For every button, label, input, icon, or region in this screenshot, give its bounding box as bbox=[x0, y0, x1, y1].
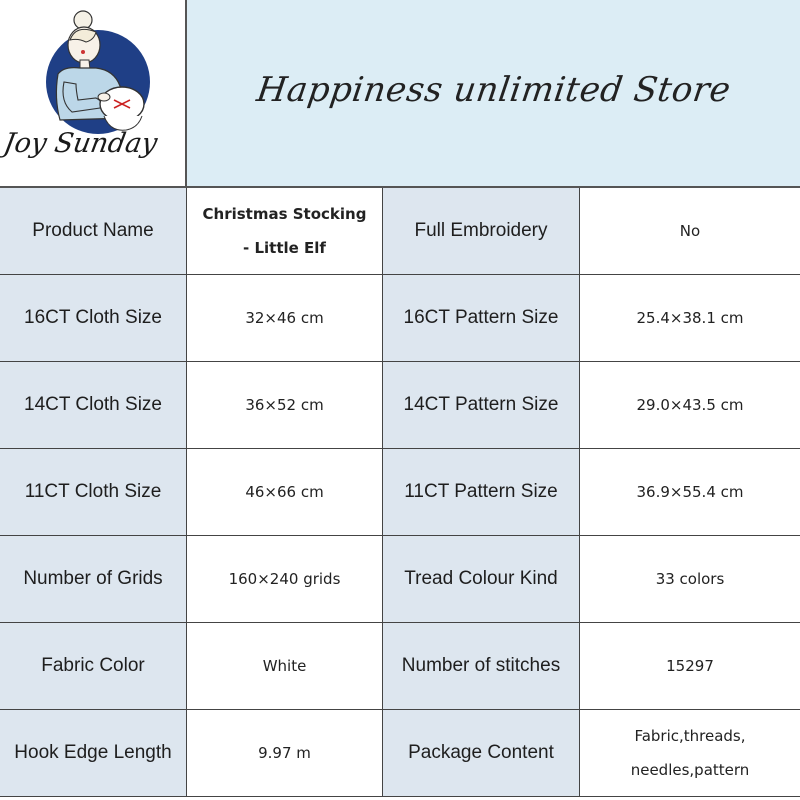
label-cell bbox=[0, 362, 187, 449]
spec-table bbox=[0, 188, 800, 800]
label-cell bbox=[383, 449, 580, 536]
table-row bbox=[0, 188, 800, 275]
label-cell bbox=[383, 623, 580, 710]
spec-value: 29.0×43.5 cm bbox=[636, 396, 744, 414]
spec-label: 14CT Pattern Size bbox=[403, 394, 559, 415]
spec-label: Package Content bbox=[408, 742, 554, 763]
label-cell bbox=[0, 710, 187, 797]
spec-value: 9.97 m bbox=[258, 744, 311, 762]
label-cell bbox=[383, 710, 580, 797]
label-cell bbox=[383, 536, 580, 623]
label-cell bbox=[0, 275, 187, 362]
spec-value: 32×46 cm bbox=[245, 309, 324, 327]
value-cell bbox=[580, 362, 800, 449]
spec-label: Number of Grids bbox=[23, 568, 163, 589]
label-cell bbox=[0, 536, 187, 623]
store-banner bbox=[187, 0, 800, 188]
table-row bbox=[0, 362, 800, 449]
spec-label: 14CT Cloth Size bbox=[24, 394, 162, 415]
spec-label: Tread Colour Kind bbox=[404, 568, 558, 589]
spec-label: Number of stitches bbox=[401, 655, 561, 676]
spec-label: 11CT Pattern Size bbox=[404, 481, 558, 502]
spec-value: Fabric,threads, needles,pattern bbox=[630, 727, 750, 779]
spec-value: 160×240 grids bbox=[228, 570, 341, 588]
value-cell bbox=[187, 188, 383, 275]
spec-value: 46×66 cm bbox=[245, 483, 324, 501]
spec-value: 36×52 cm bbox=[245, 396, 324, 414]
spec-label: Fabric Color bbox=[41, 655, 145, 676]
value-cell bbox=[187, 275, 383, 362]
label-cell bbox=[383, 275, 580, 362]
spec-label: Hook Edge Length bbox=[14, 742, 172, 763]
value-cell bbox=[580, 188, 800, 275]
spec-value: 25.4×38.1 cm bbox=[636, 309, 744, 327]
spec-label: 16CT Pattern Size bbox=[403, 307, 559, 328]
value-cell bbox=[187, 623, 383, 710]
label-cell bbox=[383, 188, 580, 275]
label-cell bbox=[0, 449, 187, 536]
value-cell bbox=[187, 536, 383, 623]
value-cell bbox=[580, 275, 800, 362]
spec-value: 36.9×55.4 cm bbox=[636, 483, 744, 501]
embroidering-woman-illustration bbox=[0, 0, 187, 188]
spec-value: White bbox=[262, 657, 307, 675]
value-cell bbox=[187, 362, 383, 449]
table-row bbox=[0, 449, 800, 536]
value-cell bbox=[187, 449, 383, 536]
spec-value: No bbox=[679, 222, 701, 240]
spec-label: Full Embroidery bbox=[414, 220, 548, 241]
table-row bbox=[0, 710, 800, 797]
value-cell bbox=[580, 710, 800, 797]
spec-value: Christmas Stocking - Little Elf bbox=[202, 205, 367, 257]
spec-label: 11CT Cloth Size bbox=[24, 481, 162, 502]
table-row bbox=[0, 536, 800, 623]
store-name: Happiness unlimited Store bbox=[254, 70, 733, 110]
table-row bbox=[0, 275, 800, 362]
label-cell bbox=[383, 362, 580, 449]
spec-label: Product Name bbox=[32, 220, 154, 241]
value-cell bbox=[580, 536, 800, 623]
table-row bbox=[0, 623, 800, 710]
spec-value: 33 colors bbox=[655, 570, 725, 588]
brand-logo bbox=[0, 0, 187, 188]
spec-label: 16CT Cloth Size bbox=[24, 307, 162, 328]
value-cell bbox=[187, 710, 383, 797]
label-cell bbox=[0, 623, 187, 710]
label-cell bbox=[0, 188, 187, 275]
spec-value: 15297 bbox=[666, 657, 714, 675]
value-cell bbox=[580, 449, 800, 536]
brand-name: Joy Sunday bbox=[1, 128, 160, 159]
value-cell bbox=[580, 623, 800, 710]
